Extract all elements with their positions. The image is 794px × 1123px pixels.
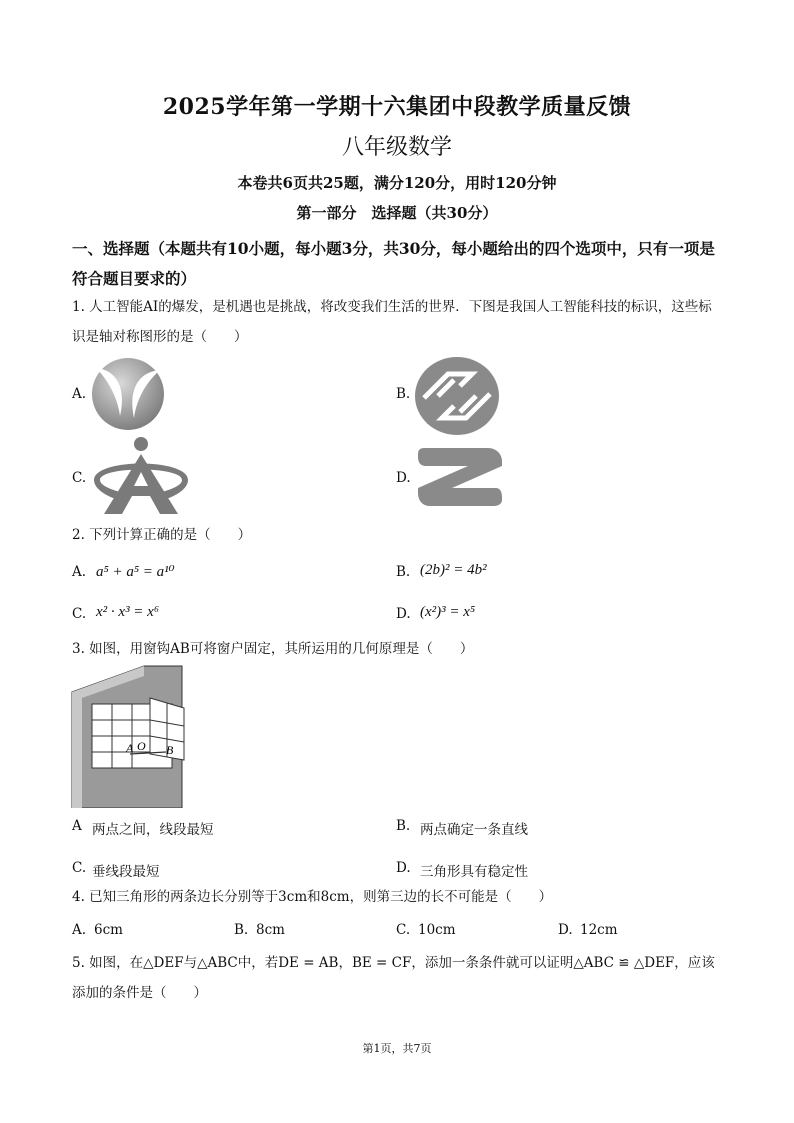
question-3-stem: 3. 如图，用窗钩AB可将窗户固定，其所运用的几何原理是（ ） bbox=[72, 641, 474, 657]
q4-option-c: 10cm bbox=[418, 922, 456, 938]
exam-subject: 八年级数学 bbox=[341, 135, 452, 160]
q2-option-c: x² · x³ = x⁶ bbox=[96, 604, 160, 620]
q4-option-b-label: B. bbox=[234, 922, 249, 938]
q2-option-b: (2b)² = 4b² bbox=[420, 562, 487, 578]
q2-option-c-label: C. bbox=[72, 606, 87, 622]
ai-logo-d bbox=[418, 448, 502, 506]
ai-logo-c bbox=[92, 436, 190, 516]
part-heading: 第一部分 选择题（共30分） bbox=[296, 204, 498, 222]
q3-option-b: 两点确定一条直线 bbox=[420, 822, 528, 838]
figure-label-b: B bbox=[166, 743, 174, 757]
q2-option-a-label: A. bbox=[72, 564, 87, 580]
q4-option-c-label: C. bbox=[396, 922, 411, 938]
q4-option-b: 8cm bbox=[256, 922, 285, 938]
q2-option-d-label: D. bbox=[396, 606, 411, 622]
figure-label-a: A bbox=[126, 741, 134, 755]
q3-option-b-label: B. bbox=[396, 818, 411, 834]
exam-info: 本卷共6页共25题，满分120分，用时120分钟 bbox=[237, 174, 557, 192]
q1-option-b-label: B. bbox=[396, 386, 411, 402]
question-5-stem: 5. 如图，在△DEF与△ABC中，若DE = AB，BE = CF，添加一条条件就可以证明△ABC ≌ △DEF，应该添加的条件是（ ） bbox=[72, 955, 715, 1001]
q3-option-a: 两点之间，线段最短 bbox=[92, 822, 214, 838]
question-1-stem: 1. 人工智能AI的爆发，是机遇也是挑战，将改变我们生活的世界．下图是我国人工智能科技的标识，这些标识是轴对称图形的是（ ） bbox=[72, 299, 712, 345]
q1-option-d-label: D. bbox=[396, 470, 411, 486]
question-2-stem: 2. 下列计算正确的是（ ） bbox=[72, 527, 252, 543]
q4-option-a-label: A. bbox=[72, 922, 87, 938]
q2-option-d: (x²)³ = x⁵ bbox=[420, 604, 476, 620]
q3-option-a-label: A bbox=[72, 818, 82, 834]
q2-option-b-label: B. bbox=[396, 564, 411, 580]
question-4-stem: 4. 已知三角形的两条边长分别等于3cm和8cm，则第三边的长不可能是（ ） bbox=[72, 889, 553, 905]
page-footer: 第1页，共7页 bbox=[362, 1042, 432, 1055]
window-hook-figure bbox=[70, 664, 200, 808]
figure-label-o: O bbox=[137, 739, 146, 753]
section-heading: 一、选择题（本题共有10小题，每小题3分，共30分，每小题给出的四个选项中，只有一项是符合题目要求的） bbox=[72, 239, 715, 288]
q4-option-d-label: D. bbox=[558, 922, 573, 938]
ai-logo-b bbox=[414, 356, 500, 436]
q4-option-d: 12cm bbox=[580, 922, 618, 938]
ai-logo-a bbox=[90, 356, 166, 432]
q3-option-c-label: C. bbox=[72, 860, 87, 876]
q1-option-c-label: C. bbox=[72, 470, 87, 486]
q3-option-d-label: D. bbox=[396, 860, 411, 876]
q1-option-a-label: A. bbox=[72, 386, 87, 402]
q2-option-a: a⁵ + a⁵ = a¹⁰ bbox=[96, 564, 175, 580]
q3-option-c: 垂线段最短 bbox=[92, 864, 160, 880]
exam-title: 2025学年第一学期十六集团中段教学质量反馈 bbox=[162, 94, 632, 120]
q3-option-d: 三角形具有稳定性 bbox=[420, 864, 528, 880]
q4-option-a: 6cm bbox=[94, 922, 123, 938]
